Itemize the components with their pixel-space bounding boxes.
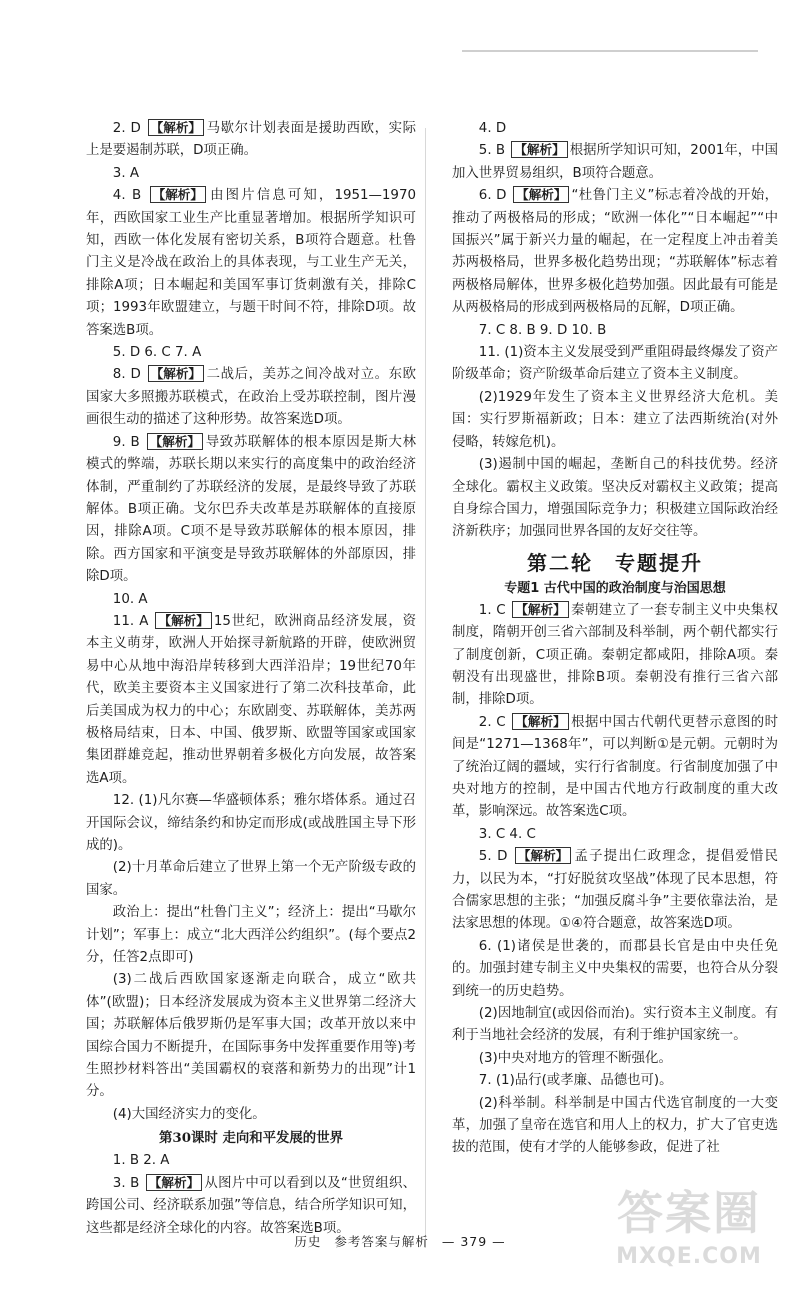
answer-11-2r: (2)1929年发生了资本主义世界经济大危机。美国：实行罗斯福新政；日本：建立了法西斯统治(对外侵略，转嫁危机)。 bbox=[452, 389, 778, 450]
page-number: — 379 — bbox=[441, 1234, 506, 1249]
topic-answer-5: 5. D 【解析】 孟子提出仁政理念，提倡爱惜民力，以民为本，“打好脱贫攻坚战”体现了民本思想，符合儒家思想的主张；“加强反腐斗争”主要依靠法治，是法家思想的体现。①④符合题意，故答案选D项。 bbox=[452, 848, 778, 932]
answer-11-1r: 11. (1)资本主义发展受到严重阻碍最终爆发了资产阶级革命；资产阶级革命后建立了资本主义制度。 bbox=[452, 345, 778, 383]
watermark-logo bbox=[604, 1184, 774, 1294]
footer-title: 参考答案与解析 bbox=[334, 1234, 429, 1249]
topic-answer-6-3: (3)中央对地方的管理不断强化。 bbox=[478, 1050, 672, 1066]
answer-4: 4. B 【解析】 由图片信息可知，1951—1970年，西欧国家工业生产比重显著增加。根据所学知识可知，西欧一体化发展有密切关系，B项符合题意。杜鲁门主义是冷战在政治上的具体表现，与工业生产无关，排除A项；日本崛起和美国军事订货刺激有关，排除C项；1993年欧盟建立，与题干时间不符，排除D项。故答案选B项。 bbox=[86, 187, 416, 338]
analysis-tag: 【解析】 bbox=[150, 186, 206, 203]
analysis-tag: 【解析】 bbox=[146, 1174, 202, 1191]
topic-answer-2: 2. C 【解析】 根据中国古代朝代更替示意图的时间是“1271—1368年”，可以判断①是元朝。元朝时为了统治辽阔的疆域，实行行省制度。行省制度加强了中央对地方的控制，是中国古代地方行政制度的重大改革，影响深远。故答案选C项。 bbox=[452, 713, 778, 820]
watermark-url: MXQE.COM bbox=[616, 1244, 762, 1269]
topic-answer-6-2: (2)因地制宜(或因俗而治)。实行资本主义制度。有利于当地社会经济的发展，有利于维护国家统一。 bbox=[452, 1006, 778, 1044]
answer-3b: 3. B 【解析】 从图片中可以看到以及“世贸组织、跨国公司、经济联系加强”等信息，结合所学知识可知，这些都是经济全球化的内容。故答案选B项。 bbox=[86, 1174, 416, 1236]
analysis-tag: 【解析】 bbox=[148, 119, 204, 136]
topic-title: 专题1 古代中国的政治制度与治国思想 bbox=[504, 580, 726, 596]
topic-answer-3-4: 3. C 4. C bbox=[478, 826, 536, 842]
answer-12-2: (2)十月革命后建立了世界上第一个无产阶级专政的国家。 bbox=[86, 860, 416, 898]
answer-12-1: 12. (1)凡尔赛—华盛顿体系；雅尔塔体系。通过召开国际会议，缔结条约和协定而形成(或战胜国主导下形成的)。 bbox=[86, 793, 416, 853]
analysis-tag: 【解析】 bbox=[511, 141, 567, 158]
left-column bbox=[86, 118, 416, 1240]
analysis-tag: 【解析】 bbox=[148, 365, 204, 382]
answer-4r: 4. D bbox=[478, 121, 507, 136]
column-divider bbox=[425, 128, 426, 1248]
analysis-tag: 【解析】 bbox=[147, 433, 203, 450]
analysis-tag: 【解析】 bbox=[512, 713, 568, 730]
footer-subject: 历史 bbox=[294, 1234, 322, 1249]
answer-3: 3. A bbox=[112, 165, 139, 181]
answer-6r: 6. D 【解析】 “杜鲁门主义”标志着冷战的开始，推动了两极格局的形成；“欧洲一体化”“日本崛起”“中国振兴”属于新兴力量的崛起，在一定程度上冲击着美苏两极格局，世界多极化趋势出现；“苏联解体”标志着两极格局解体，世界多极化趋势加强。因此最有可能是从两极格局的形成到两极格局的瓦解，D项正确。 bbox=[452, 187, 779, 316]
topic-answer-6-1: 6. (1)诸侯是世袭的，而郡县长官是由中央任免的。加强封建专制主义中央集权的需要，也符合从分裂到统一的历史趋势。 bbox=[452, 938, 778, 999]
answer-12-4: (4)大国经济实力的变化。 bbox=[112, 1106, 266, 1122]
answer-5-7: 5. D 6. C 7. A bbox=[112, 345, 202, 361]
section-title: 第30课时 走向和平发展的世界 bbox=[159, 1130, 343, 1147]
round-title: 第二轮 专题提升 bbox=[527, 550, 703, 575]
analysis-tag: 【解析】 bbox=[512, 601, 568, 618]
answer-7-10r: 7. C 8. B 9. D 10. B bbox=[478, 322, 607, 338]
answer-8: 8. D 【解析】 二战后，美苏之间冷战对立。东欧国家大多照搬苏联模式，在政治上受苏联控制，图片漫画很生动的描述了这种形势。故答案选D项。 bbox=[86, 366, 416, 428]
answer-11: 11. A 【解析】 15世纪，欧洲商品经济发展，资本主义萌芽，欧洲人开始探寻新航路的开辟，使欧洲贸易中心从地中海沿岸转移到大西洋沿岸；19世纪70年代，欧美主要资本主义国家进行了第二次科技革命，此后美国成为权力的中心；东欧剧变、苏联解体，美苏两极格局结束，日本、中国、俄罗斯、欧盟等国家或国家集团群雄竞起，推动世界朝着多极化方向发展，故答案选A项。 bbox=[86, 612, 416, 786]
watermark-text: 答案圈 bbox=[617, 1186, 761, 1240]
answer-10: 10. A bbox=[112, 591, 148, 607]
topic-answer-7-1: 7. (1)品行(或孝廉、品德也可)。 bbox=[478, 1073, 673, 1089]
answer-12-2b: 政治上：提出“杜鲁门主义”；经济上：提出“马歇尔计划”；军事上：成立“北大西洋公约组织”。(每个要点2分，任答2点即可) bbox=[86, 905, 416, 966]
answer-9: 9. B 【解析】 导致苏联解体的根本原因是斯大林模式的弊端，苏联长期以来实行的高度集中的政治经济体制，严重制约了苏联经济的发展，是最终导致了苏联解体。B项正确。戈尔巴乔夫改革是苏联解体的直接原因，排除A项。C项不是导致苏联解体的根本原因，排除。西方国家和平演变是导致苏联解体的外部原因，排除D项。 bbox=[86, 433, 416, 585]
answer-1-2: 1. B 2. A bbox=[112, 1153, 170, 1169]
analysis-tag: 【解析】 bbox=[515, 847, 571, 864]
answer-2: 2. D 【解析】 马歇尔计划表面是援助西欧，实际上是要遏制苏联，D项正确。 bbox=[86, 120, 416, 159]
answer-12-3: (3)二战后西欧国家逐渐走向联合，成立“欧共体”(欧盟)；日本经济发展成为资本主义世界第二经济大国；苏联解体后俄罗斯仍是军事大国；改革开放以来中国综合国力不断提升，在国际事务中发挥重要作用等)考生照抄材料答出“美国霸权的衰落和新势力的出现”计1分。 bbox=[86, 972, 416, 1100]
topic-answer-1: 1. C 【解析】 秦朝建立了一套专制主义中央集权制度，隋朝开创三省六部制及科举制，两个朝代都实行了制度创新，C项正确。秦朝定都咸阳，排除A项。秦朝没有出现盛世，排除B项。秦朝没有推行三省六部制，排除D项。 bbox=[452, 601, 778, 708]
header-rule bbox=[462, 50, 758, 52]
topic-answer-7-2: (2)科举制。科举制是中国古代选官制度的一大变革，加强了皇帝在选官和用人上的权力，扩大了官吏选拔的范围，使有才学的人能够参政，促进了社 bbox=[452, 1095, 778, 1156]
answer-11-3r: (3)遏制中国的崛起，垄断自己的科技优势。经济全球化。霸权主义政策。坚决反对霸权主义政策；提高自身综合国力，增强国际竞争力；积极建立国际政治经济新秩序；加强同世界各国的友好交往等。 bbox=[452, 457, 778, 540]
right-column bbox=[452, 118, 778, 1160]
answer-5r: 5. B 【解析】 根据所学知识可知，2001年，中国加入世界贸易组织，B项符合题意。 bbox=[452, 142, 778, 181]
analysis-tag: 【解析】 bbox=[513, 186, 569, 203]
analysis-tag: 【解析】 bbox=[155, 612, 211, 629]
